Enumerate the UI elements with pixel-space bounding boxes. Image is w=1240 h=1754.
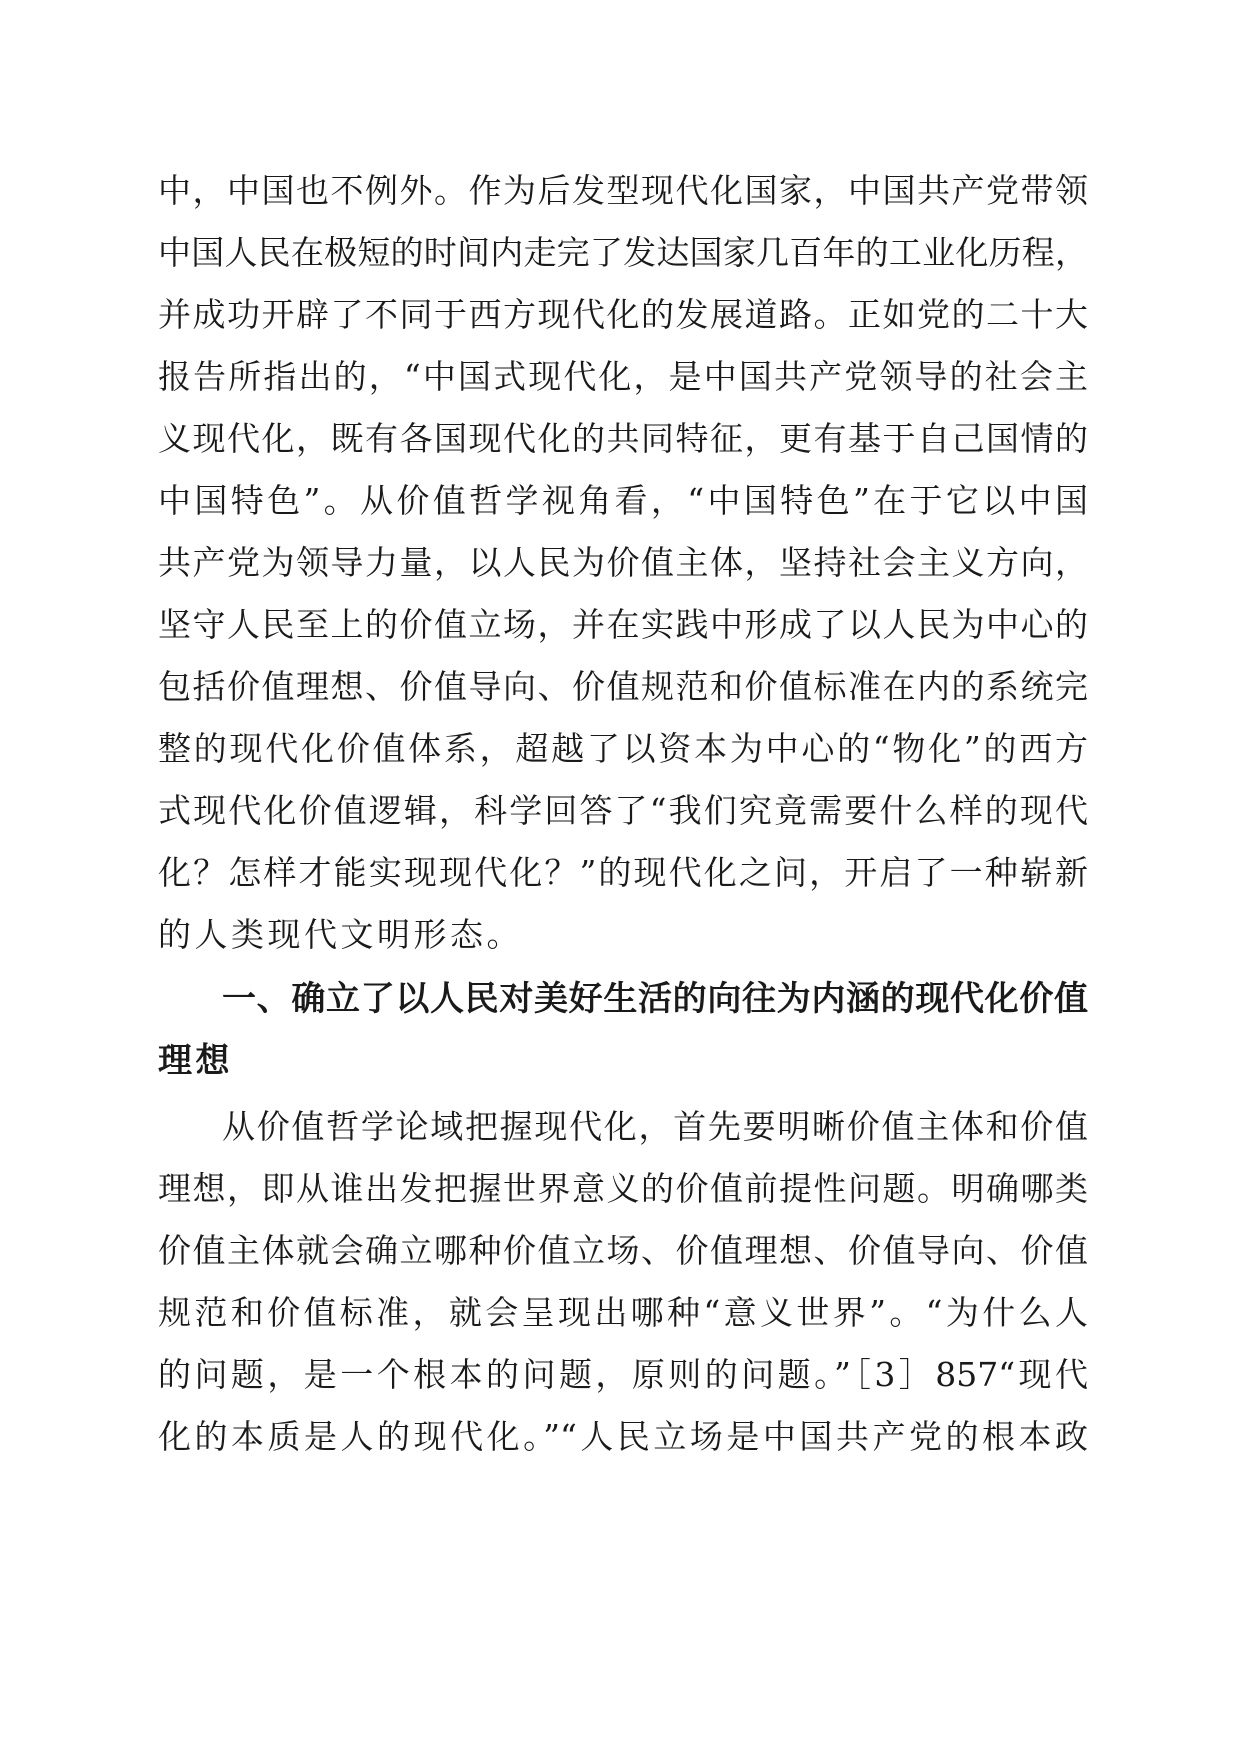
body-text-line: 价值主体就会确立哪种价值立场、价值理想、价值导向、价值 <box>158 1231 1088 1270</box>
body-text-line: 并成功开辟了不同于西方现代化的发展道路。正如党的二十大 <box>158 295 1088 334</box>
body-text-line: 的问题，是一个根本的问题，原则的问题。”［3］857“现代 <box>158 1355 1088 1394</box>
body-text-line: 共产党为领导力量，以人民为价值主体，坚持社会主义方向， <box>158 543 1088 582</box>
body-text-line: 报告所指出的，“中国式现代化，是中国共产党领导的社会主 <box>158 357 1088 396</box>
body-text-line: 从价值哲学论域把握现代化，首先要明晰价值主体和价值 <box>222 1107 1088 1146</box>
body-text-line: 的人类现代文明形态。 <box>158 915 523 954</box>
body-text-line: 中国人民在极短的时间内走完了发达国家几百年的工业化历程， <box>158 233 1088 272</box>
body-text-line: 式现代化价值逻辑，科学回答了“我们究竟需要什么样的现代 <box>158 791 1088 830</box>
section-heading-line-2: 理想 <box>158 1041 233 1081</box>
body-text-line: 中国特色”。从价值哲学视角看，“中国特色”在于它以中国 <box>158 481 1088 520</box>
body-text-line: 中，中国也不例外。作为后发型现代化国家，中国共产党带领 <box>158 171 1088 210</box>
body-text-line: 整的现代化价值体系，超越了以资本为中心的“物化”的西方 <box>158 729 1088 768</box>
body-text-line: 化？怎样才能实现现代化？”的现代化之问，开启了一种崭新 <box>158 853 1088 892</box>
body-text-line: 理想，即从谁出发把握世界意义的价值前提性问题。明确哪类 <box>158 1169 1088 1208</box>
section-heading-line-1: 一、确立了以人民对美好生活的向往为内涵的现代化价值 <box>222 979 1088 1019</box>
body-text-line: 坚守人民至上的价值立场，并在实践中形成了以人民为中心的 <box>158 605 1088 644</box>
body-text-line: 包括价值理想、价值导向、价值规范和价值标准在内的系统完 <box>158 667 1088 706</box>
body-text-line: 化的本质是人的现代化。”“人民立场是中国共产党的根本政 <box>158 1417 1088 1456</box>
body-text-line: 义现代化，既有各国现代化的共同特征，更有基于自己国情的 <box>158 419 1088 458</box>
body-text-line: 规范和价值标准，就会呈现出哪种“意义世界”。“为什么人 <box>158 1293 1088 1332</box>
